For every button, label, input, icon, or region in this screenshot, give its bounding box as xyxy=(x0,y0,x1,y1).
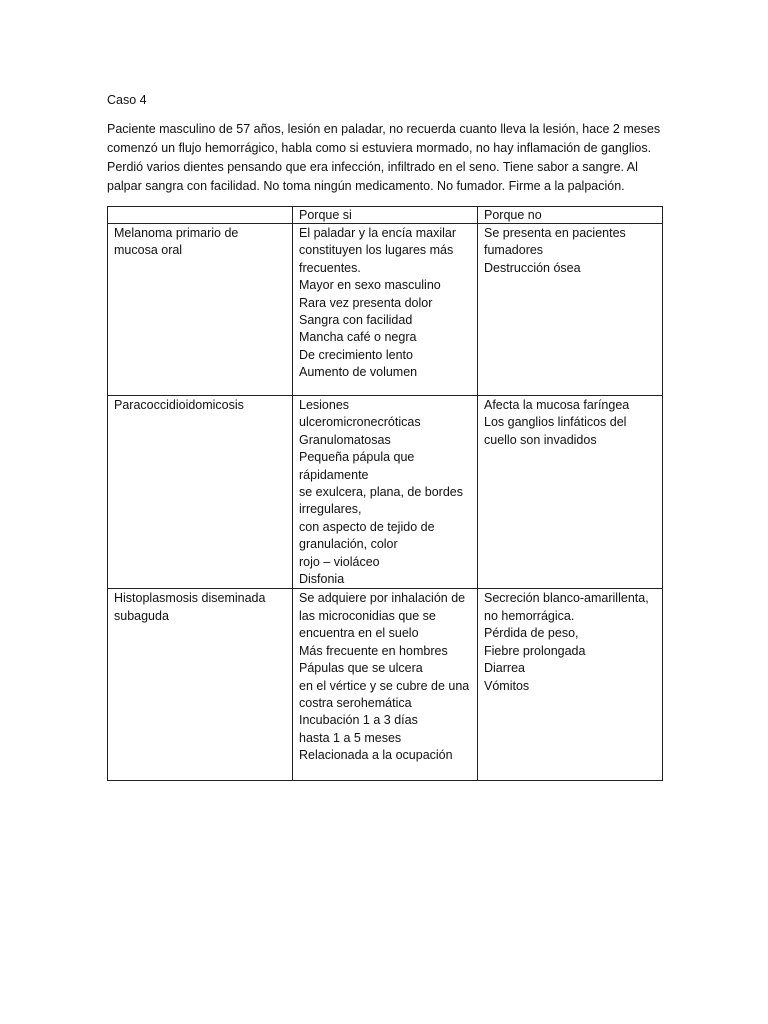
cell-line: Incubación 1 a 3 días xyxy=(299,713,418,728)
cell-line: Relacionada a la ocupación xyxy=(299,748,453,763)
cell-line: rojo – violáceo xyxy=(299,554,380,569)
cell-line: Destrucción ósea xyxy=(484,260,581,275)
header-diagnosis xyxy=(108,207,293,224)
cell-line: hasta 1 a 5 meses xyxy=(299,730,402,745)
table-row xyxy=(108,396,663,589)
cell-line: Paracoccidioidomicosis xyxy=(114,398,244,412)
cell-line: constituyen los lugares más xyxy=(299,243,454,258)
porque-no-cell xyxy=(478,589,663,781)
cell-line: mucosa oral xyxy=(114,243,183,258)
diagnosis-cell xyxy=(108,589,293,781)
cell-line: Mancha café o negra xyxy=(299,330,417,345)
cell-line: Disfonia xyxy=(299,572,345,587)
cell-line: Se presenta en pacientes xyxy=(484,226,626,240)
case-title: Caso 4 xyxy=(107,93,147,107)
cell-line: El paladar y la encía maxilar xyxy=(299,226,457,240)
cell-line: Los ganglios linfáticos del xyxy=(484,415,627,430)
cell-line: Mayor en sexo masculino xyxy=(299,278,441,293)
cell-line: en el vértice y se cubre de una xyxy=(299,678,470,693)
differential-diagnosis-table xyxy=(107,206,663,781)
cell-line: Granulomatosas xyxy=(299,432,391,447)
cell-line: Histoplasmosis diseminada xyxy=(114,591,266,606)
cell-line: Pérdida de peso, xyxy=(484,626,579,641)
cell-line: no hemorrágica. xyxy=(484,608,575,623)
cell-line: Aumento de volumen xyxy=(299,365,418,380)
porque-si-cell xyxy=(293,224,478,396)
cell-line: Sangra con facilidad xyxy=(299,313,413,328)
cell-line: Más frecuente en hombres xyxy=(299,643,448,658)
cell-line: con aspecto de tejido de xyxy=(299,519,435,534)
cell-line: cuello son invadidos xyxy=(484,432,597,447)
cell-line: Secreción blanco-amarillenta, xyxy=(484,591,649,606)
cell-line: subaguda xyxy=(114,608,169,623)
case-description-line: palpar sangra con facilidad. No toma ningún medicamento. No fumador. Firme a la palpación. xyxy=(107,179,625,193)
case-description xyxy=(107,120,662,196)
cell-line: encuentra en el suelo xyxy=(299,626,419,641)
cell-line: rápidamente xyxy=(299,467,369,482)
table-row xyxy=(108,589,663,781)
cell-line: se exulcera, plana, de bordes xyxy=(299,485,463,500)
cell-line: granulación, color xyxy=(299,537,398,552)
cell-line: ulceromicronecróticas xyxy=(299,415,421,430)
header-porque-si: Porque si xyxy=(293,207,478,224)
cell-line: Pequeña pápula que xyxy=(299,450,415,465)
porque-no-cell xyxy=(478,224,663,396)
cell-line: De crecimiento lento xyxy=(299,347,413,362)
cell-line: fumadores xyxy=(484,243,544,258)
cell-line: las microconidias que se xyxy=(299,608,436,623)
cell-line: costra serohemática xyxy=(299,695,412,710)
header-porque-no: Porque no xyxy=(478,207,663,224)
cell-line: frecuentes. xyxy=(299,260,361,275)
cell-line: Melanoma primario de xyxy=(114,226,239,240)
case-description-line: comenzó un flujo hemorrágico, habla como si estuviera mormado, no hay inflamación de ganglios. xyxy=(107,141,652,155)
porque-si-cell xyxy=(293,396,478,589)
diagnosis-cell xyxy=(108,224,293,396)
case-description-line: Paciente masculino de 57 años, lesión en paladar, no recuerda cuanto lleva la lesión, hace 2 meses xyxy=(107,122,661,136)
diagnosis-cell xyxy=(108,396,293,589)
cell-line: Diarrea xyxy=(484,661,525,676)
table-row xyxy=(108,224,663,396)
cell-line: Se adquiere por inhalación de xyxy=(299,591,466,606)
cell-line: Lesiones xyxy=(299,398,350,412)
cell-line: Vómitos xyxy=(484,678,530,693)
cell-line: Pápulas que se ulcera xyxy=(299,661,423,676)
porque-si-cell xyxy=(293,589,478,781)
cell-line: Rara vez presenta dolor xyxy=(299,295,433,310)
cell-line: Fiebre prolongada xyxy=(484,643,586,658)
cell-line: Afecta la mucosa faríngea xyxy=(484,398,630,412)
table-header-row xyxy=(108,207,663,224)
cell-line: irregulares, xyxy=(299,502,362,517)
porque-no-cell xyxy=(478,396,663,589)
case-description-line: Perdió varios dientes pensando que era infección, infiltrado en el seno. Tiene sabor a sangre. Al xyxy=(107,160,638,174)
